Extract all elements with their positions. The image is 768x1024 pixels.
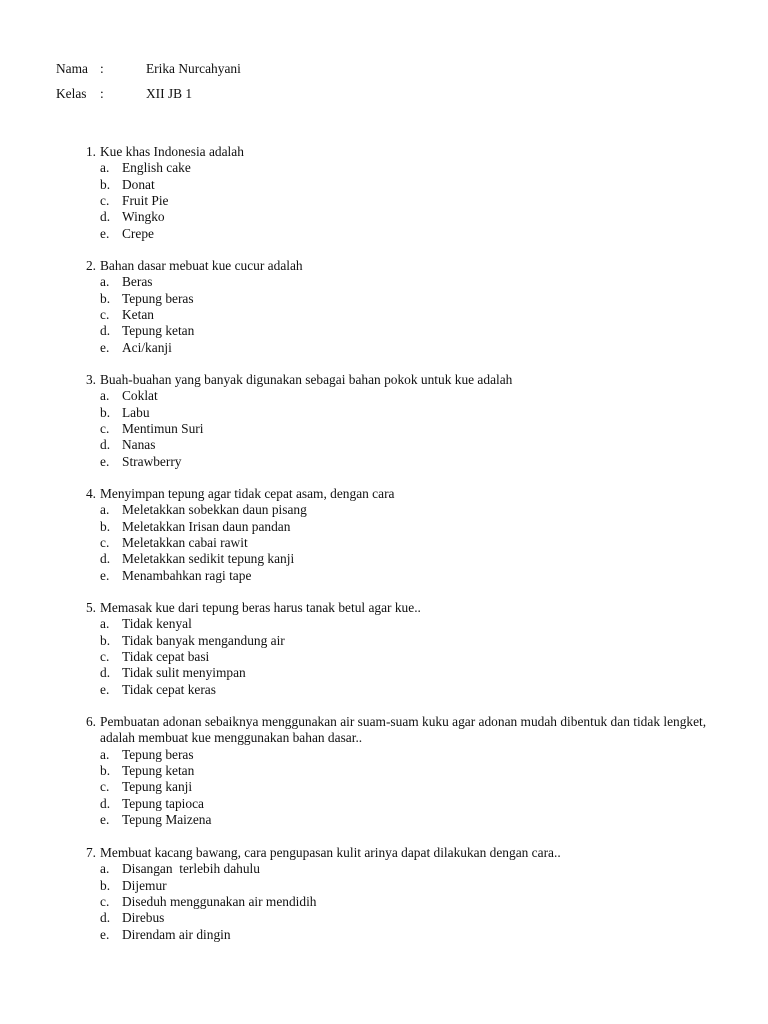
option-letter: a. bbox=[100, 746, 110, 762]
option-letter: d. bbox=[100, 910, 111, 926]
option-text: Disangan terlebih dahulu bbox=[122, 861, 260, 877]
option-letter: e. bbox=[100, 339, 110, 355]
option-b bbox=[70, 519, 710, 535]
option-e bbox=[70, 568, 710, 584]
option-a bbox=[70, 160, 710, 176]
option-e bbox=[70, 927, 710, 943]
option-text: Wingko bbox=[122, 209, 165, 225]
option-text: Labu bbox=[122, 404, 150, 420]
option-text: Coklat bbox=[122, 388, 158, 404]
option-text: Beras bbox=[122, 274, 153, 290]
question-text: Pembuatan adonan sebaiknya menggunakan air suam-suam kuku agar adonan mudah dibentuk dan tidak lengket, adalah membuat kue menggunakan bahan dasar.. bbox=[100, 714, 710, 746]
option-letter: b. bbox=[100, 518, 111, 534]
option-text: Tidak sulit menyimpan bbox=[122, 665, 246, 681]
question-number: 3. bbox=[85, 372, 96, 387]
option-letter: c. bbox=[100, 193, 110, 209]
option-text: Tepung ketan bbox=[122, 323, 195, 339]
option-letter: c. bbox=[100, 421, 110, 437]
question-number: 7. bbox=[85, 845, 96, 860]
option-d bbox=[70, 796, 710, 812]
option-text: Aci/kanji bbox=[122, 339, 172, 355]
option-a bbox=[70, 616, 710, 632]
option-text: Meletakkan cabai rawit bbox=[122, 535, 248, 551]
option-letter: c. bbox=[100, 307, 110, 323]
option-text: Meletakkan Irisan daun pandan bbox=[122, 518, 291, 534]
nama-label: Nama bbox=[56, 61, 88, 76]
question-number: 1. bbox=[85, 144, 96, 159]
question-number: 4. bbox=[85, 486, 96, 501]
option-text: Dijemur bbox=[122, 877, 167, 893]
option-a bbox=[70, 274, 710, 290]
option-text: Tepung ketan bbox=[122, 763, 195, 779]
option-text: Tepung Maizena bbox=[122, 812, 212, 828]
question-4 bbox=[70, 486, 710, 584]
option-text: Diseduh menggunakan air mendidih bbox=[122, 894, 317, 910]
option-c bbox=[70, 779, 710, 795]
option-letter: b. bbox=[100, 763, 111, 779]
option-letter: a. bbox=[100, 274, 110, 290]
option-text: Tidak banyak mengandung air bbox=[122, 632, 285, 648]
option-d bbox=[70, 209, 710, 225]
question-number: 2. bbox=[85, 258, 96, 273]
question-number: 6. bbox=[85, 714, 96, 729]
question-number: 5. bbox=[85, 600, 96, 615]
option-e bbox=[70, 226, 710, 242]
option-text: Tepung kanji bbox=[122, 779, 193, 795]
option-b bbox=[70, 405, 710, 421]
option-c bbox=[70, 894, 710, 910]
option-letter: e. bbox=[100, 567, 110, 583]
option-b bbox=[70, 878, 710, 894]
option-e bbox=[70, 454, 710, 470]
question-text: Membuat kacang bawang, cara pengupasan kulit arinya dapat dilakukan dengan cara.. bbox=[100, 845, 561, 860]
option-a bbox=[70, 502, 710, 518]
option-text: Direbus bbox=[122, 910, 165, 926]
option-letter: a. bbox=[100, 160, 110, 176]
option-text: Nanas bbox=[122, 437, 156, 453]
option-letter: a. bbox=[100, 502, 110, 518]
option-a bbox=[70, 747, 710, 763]
option-text: Meletakkan sobekkan daun pisang bbox=[122, 502, 307, 518]
option-letter: e. bbox=[100, 812, 110, 828]
option-letter: a. bbox=[100, 388, 110, 404]
option-letter: c. bbox=[100, 649, 110, 665]
option-letter: e. bbox=[100, 926, 110, 942]
option-text: Tepung beras bbox=[122, 290, 194, 306]
question-7 bbox=[70, 845, 710, 943]
option-text: English cake bbox=[122, 160, 191, 176]
question-6 bbox=[70, 714, 710, 828]
option-d bbox=[70, 665, 710, 681]
option-e bbox=[70, 682, 710, 698]
question-1 bbox=[70, 144, 710, 242]
option-text: Fruit Pie bbox=[122, 193, 169, 209]
option-letter: d. bbox=[100, 323, 111, 339]
option-text: Tepung tapioca bbox=[122, 795, 204, 811]
option-text: Strawberry bbox=[122, 453, 182, 469]
option-e bbox=[70, 812, 710, 828]
option-letter: b. bbox=[100, 290, 111, 306]
option-c bbox=[70, 535, 710, 551]
option-text: Meletakkan sedikit tepung kanji bbox=[122, 551, 295, 567]
option-d bbox=[70, 323, 710, 339]
option-c bbox=[70, 193, 710, 209]
option-e bbox=[70, 340, 710, 356]
option-c bbox=[70, 307, 710, 323]
option-letter: a. bbox=[100, 861, 110, 877]
option-text: Mentimun Suri bbox=[122, 421, 204, 437]
option-text: Menambahkan ragi tape bbox=[122, 567, 252, 583]
question-text: Bahan dasar mebuat kue cucur adalah bbox=[100, 258, 303, 273]
option-letter: b. bbox=[100, 877, 111, 893]
question-5 bbox=[70, 600, 710, 698]
option-text: Tepung beras bbox=[122, 746, 194, 762]
option-letter: d. bbox=[100, 437, 111, 453]
question-text: Buah-buahan yang banyak digunakan sebagai bahan pokok untuk kue adalah bbox=[100, 372, 513, 387]
option-letter: b. bbox=[100, 632, 111, 648]
kelas-label: Kelas bbox=[56, 86, 87, 101]
option-b bbox=[70, 291, 710, 307]
option-letter: d. bbox=[100, 665, 111, 681]
option-d bbox=[70, 910, 710, 926]
question-3 bbox=[70, 372, 710, 470]
option-letter: d. bbox=[100, 795, 111, 811]
kelas-value: XII JB 1 bbox=[146, 86, 193, 101]
nama-value: Erika Nurcahyani bbox=[146, 61, 241, 76]
question-2 bbox=[70, 258, 710, 356]
option-b bbox=[70, 177, 710, 193]
option-b bbox=[70, 763, 710, 779]
option-letter: c. bbox=[100, 779, 110, 795]
option-text: Tidak kenyal bbox=[122, 616, 192, 632]
option-text: Tidak cepat keras bbox=[122, 681, 216, 697]
option-c bbox=[70, 649, 710, 665]
option-letter: e. bbox=[100, 681, 110, 697]
option-text: Crepe bbox=[122, 225, 154, 241]
option-c bbox=[70, 421, 710, 437]
option-d bbox=[70, 437, 710, 453]
option-text: Tidak cepat basi bbox=[122, 649, 210, 665]
option-text: Direndam air dingin bbox=[122, 926, 231, 942]
question-text: Kue khas Indonesia adalah bbox=[100, 144, 244, 159]
option-letter: b. bbox=[100, 176, 111, 192]
option-d bbox=[70, 551, 710, 567]
kelas-colon: : bbox=[100, 86, 104, 101]
option-letter: b. bbox=[100, 404, 111, 420]
option-letter: e. bbox=[100, 225, 110, 241]
option-a bbox=[70, 861, 710, 877]
option-text: Donat bbox=[122, 176, 155, 192]
option-letter: c. bbox=[100, 535, 110, 551]
option-letter: d. bbox=[100, 209, 111, 225]
option-b bbox=[70, 633, 710, 649]
option-letter: c. bbox=[100, 894, 110, 910]
option-text: Ketan bbox=[122, 307, 154, 323]
option-letter: d. bbox=[100, 551, 111, 567]
question-text: Memasak kue dari tepung beras harus tanak betul agar kue.. bbox=[100, 600, 421, 615]
nama-colon: : bbox=[100, 61, 104, 76]
option-a bbox=[70, 388, 710, 404]
question-text: Menyimpan tepung agar tidak cepat asam, dengan cara bbox=[100, 486, 395, 501]
option-letter: e. bbox=[100, 453, 110, 469]
option-letter: a. bbox=[100, 616, 110, 632]
